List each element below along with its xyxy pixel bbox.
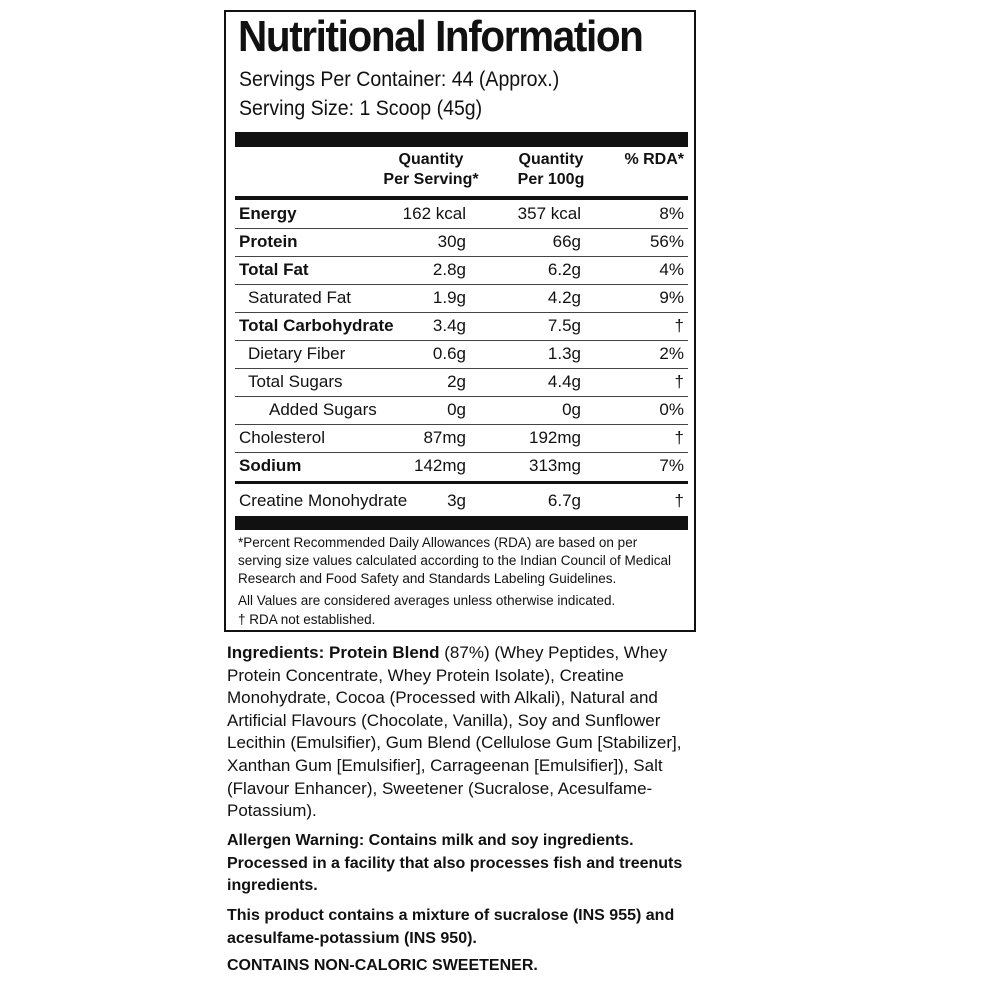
panel-title: Nutritional Information	[238, 12, 643, 61]
col-header-per-serving: Quantity Per Serving*	[383, 151, 479, 188]
col-header-per-100g: Quantity Per 100g	[517, 151, 585, 188]
allergen-warning: Allergen Warning: Contains milk and soy ingredients. Processed in a facility that also processes fish and treenuts ingredients.	[227, 832, 683, 894]
averages-footnote: All Values are considered averages unless otherwise indicated.	[238, 593, 616, 608]
col-header-rda: % RDA*	[624, 151, 684, 168]
table-row: Cholesterol 87mg 192mg †	[235, 424, 688, 453]
ingredients-label: Ingredients:	[227, 643, 325, 662]
serving-size: Serving Size: 1 Scoop (45g)	[239, 97, 483, 120]
top-thick-rule	[235, 132, 688, 147]
rda-footnote: *Percent Recommended Daily Allowances (RDA) are based on per serving size values calculated according to the Indian Council of Medical Research and Food Safety and Standards Labeling Guidelines.	[238, 535, 671, 586]
non-caloric-notice: CONTAINS NON-CALORIC SWEETENER.	[227, 957, 538, 974]
bottom-thick-rule	[235, 516, 688, 530]
table-row: Sodium 142mg 313mg 7%	[239, 456, 684, 475]
table-row: Total Sugars 2g 4.4g †	[235, 368, 688, 397]
dagger-footnote: † RDA not established.	[238, 612, 376, 627]
table-row: Total Fat 2.8g 6.2g 4%	[235, 256, 688, 285]
table-row: Creatine Monohydrate 3g 6.7g †	[239, 491, 684, 510]
table-row: Added Sugars 0g 0g 0%	[235, 396, 688, 425]
table-row: Total Carbohydrate 3.4g 7.5g †	[235, 312, 688, 341]
sweetener-notice: This product contains a mixture of sucralose (INS 955) and acesulfame-potassium (INS 950).	[227, 907, 675, 947]
table-row: Saturated Fat 1.9g 4.2g 9%	[235, 284, 688, 313]
ingredients-list: (87%) (Whey Peptides, Whey Protein Concentrate, Whey Protein Isolate), Creatine Monohydrate, Cocoa (Processed with Alkali), Natural and Artificial Flavours (Chocolate, Vanilla), Soy and Sunflower Lecithin (Emulsifier), Gum Blend (Cellulose Gum [Stabilizer], Xanthan Gum [Emulsifier], Carrageenan [Emulsifier]), Salt (Flavour Enhancer), Sweetener (Sucralose, Acesulfame-Potassium).	[227, 643, 682, 821]
nutrition-panel	[224, 10, 696, 632]
table-row: Protein 30g 66g 56%	[235, 228, 688, 257]
servings-per-container: Servings Per Container: 44 (Approx.)	[239, 68, 560, 91]
table-row: Dietary Fiber 0.6g 1.3g 2%	[235, 340, 688, 369]
ingredients-text	[227, 642, 697, 823]
protein-blend-label: Protein Blend	[329, 643, 440, 662]
table-row: Energy 162 kcal 357 kcal 8%	[235, 200, 688, 229]
mid-rule	[235, 481, 688, 484]
